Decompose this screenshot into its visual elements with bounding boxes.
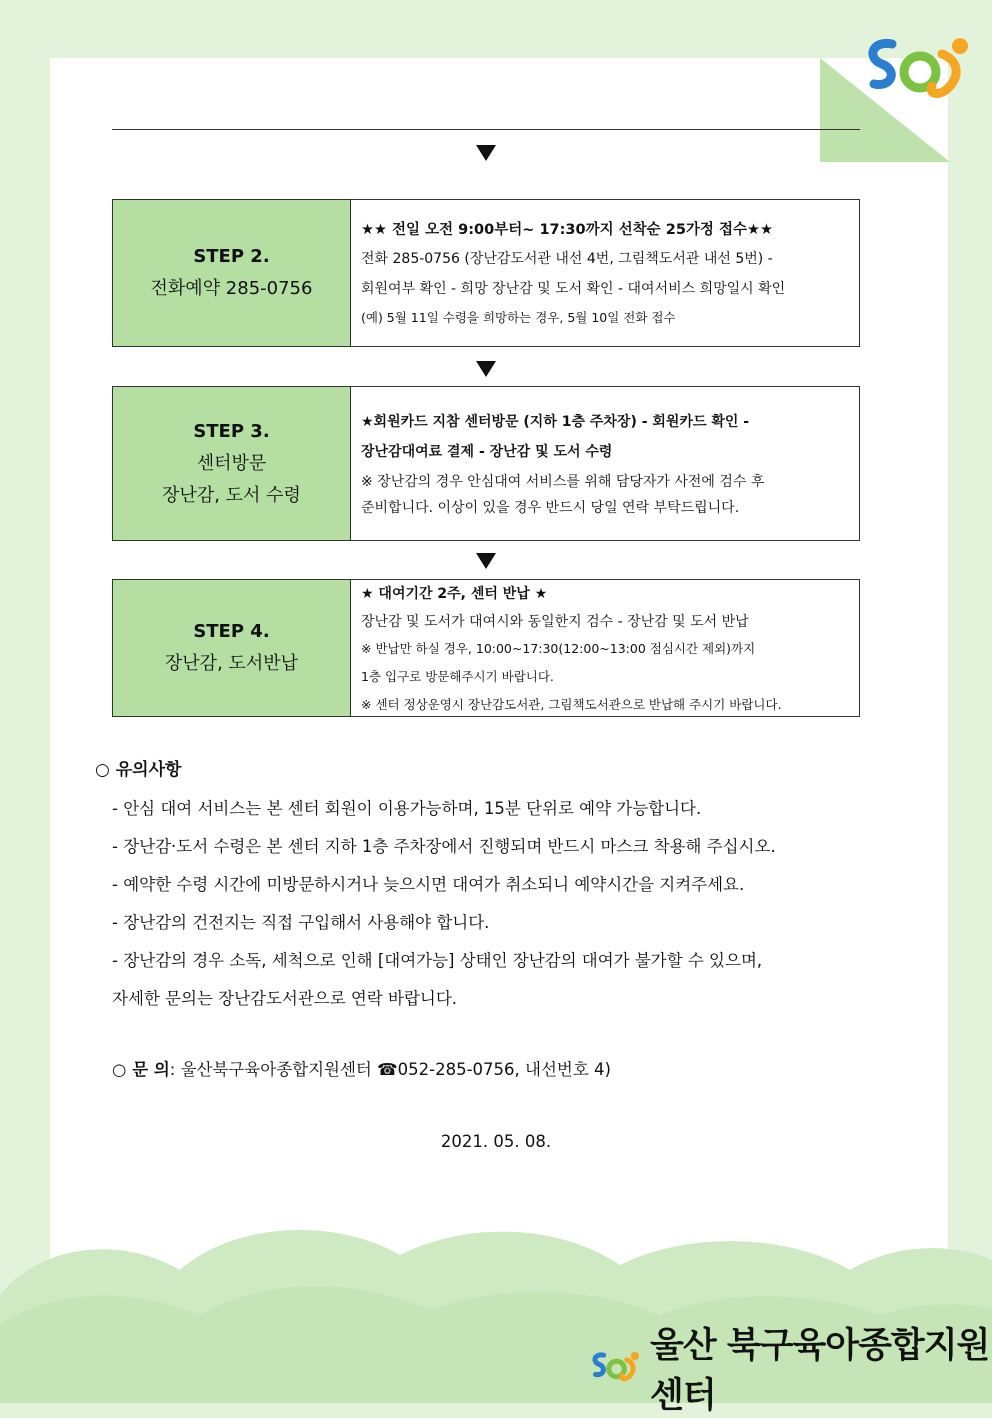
step-4-box: [112, 579, 860, 717]
step-2-box: [112, 199, 860, 347]
logo-mark-icon: [590, 1342, 644, 1394]
step-2-headline: ★★ 전일 오전 9:00부터~ 17:30까지 선착순 25가정 접수★★: [361, 222, 773, 238]
contact-text: : 울산북구육아종합지원센터 ☎052-285-0756, 내선번호 4): [169, 1060, 611, 1079]
step-3-headline: ★회원카드 지참 센터방문 (지하 1층 주차장) - 회원카드 확인 -: [361, 414, 750, 430]
notes-title: ○ 유의사항: [95, 760, 182, 780]
contact-label: ○ 문 의: [112, 1060, 170, 1079]
down-arrow-icon: [476, 145, 496, 161]
footer-logo: [590, 1318, 992, 1418]
step-2-example: (예) 5월 11일 수령을 희망하는 경우, 5월 10일 전화 접수: [361, 310, 676, 325]
step-3-headline: 장난감대여료 결제 - 장난감 및 도서 수령: [361, 444, 613, 460]
step-4-note: ※ 센터 정상운영시 장난감도서관, 그림책도서관으로 반납해 주시기 바랍니다.: [361, 697, 782, 712]
contact-info: [112, 1056, 611, 1080]
step-2-title: STEP 2.: [193, 246, 270, 267]
step-2-line: 회원여부 확인 - 희망 장난감 및 도서 확인 - 대여서비스 희망일시 확인: [361, 281, 786, 297]
notes-list: [112, 790, 902, 1018]
step-3-subtitle: 장난감, 도서 수령: [162, 484, 301, 506]
footer-org-name: 울산 북구육아종합지원센터: [650, 1326, 990, 1416]
step-4-headline: ★ 대여기간 2주, 센터 반납 ★: [361, 586, 548, 602]
step-3-subtitle: 센터방문: [196, 452, 267, 474]
notes-item: - 안심 대여 서비스는 본 센터 회원이 이용가능하며, 15분 단위로 예약 가능합니다.: [112, 799, 702, 818]
step-3-label: [113, 387, 351, 540]
notes-item: - 장난감의 건전지는 직접 구입해서 사용해야 합니다.: [112, 913, 490, 932]
notes-item: - 예약한 수령 시간에 미방문하시거나 늦으시면 대여가 취소되니 예약시간을 지켜주세요.: [112, 875, 745, 894]
notes-item: - 장난감·도서 수령은 본 센터 지하 1층 주차장에서 진행되며 반드시 마스크 착용해 주십시오.: [112, 837, 776, 856]
document-date: 2021. 05. 08.: [440, 1132, 552, 1151]
step-3-note: 준비합니다. 이상이 있을 경우 반드시 당일 연락 부탁드립니다.: [361, 500, 740, 516]
step-4-content: [351, 580, 859, 716]
step-3-note: ※ 장난감의 경우 안심대여 서비스를 위해 담당자가 사전에 검수 후: [361, 474, 765, 490]
step-4-note: ※ 반납만 하실 경우, 10:00~17:30(12:00~13:00 점심시간 제외)까지: [361, 641, 756, 656]
step-3-box: [112, 386, 860, 541]
step-4-subtitle: 장난감, 도서반납: [164, 653, 299, 674]
logo-mark-icon: [862, 30, 980, 104]
step-2-content: [351, 200, 859, 346]
step-3-content: [351, 387, 859, 540]
divider-line: [112, 129, 860, 130]
step-3-title: STEP 3.: [193, 420, 270, 442]
step-2-label: [113, 200, 351, 346]
down-arrow-icon: [476, 361, 496, 377]
notes-item: 자세한 문의는 장난감도서관으로 연락 바랍니다.: [112, 989, 458, 1008]
step-2-subtitle: 전화예약 285-0756: [150, 278, 313, 299]
step-2-line: 전화 285-0756 (장난감도서관 내선 4번, 그림책도서관 내선 5번) -: [361, 251, 773, 267]
step-4-line: 장난감 및 도서가 대여시와 동일한지 검수 - 장난감 및 도서 반납: [361, 614, 749, 630]
notes-item: - 장난감의 경우 소독, 세척으로 인해 [대여가능] 상태인 장난감의 대여가 불가할 수 있으며,: [112, 951, 763, 970]
step-4-note: 1층 입구로 방문해주시기 바랍니다.: [361, 669, 554, 684]
step-4-title: STEP 4.: [193, 621, 270, 642]
down-arrow-icon: [476, 553, 496, 569]
step-4-label: [113, 580, 351, 716]
